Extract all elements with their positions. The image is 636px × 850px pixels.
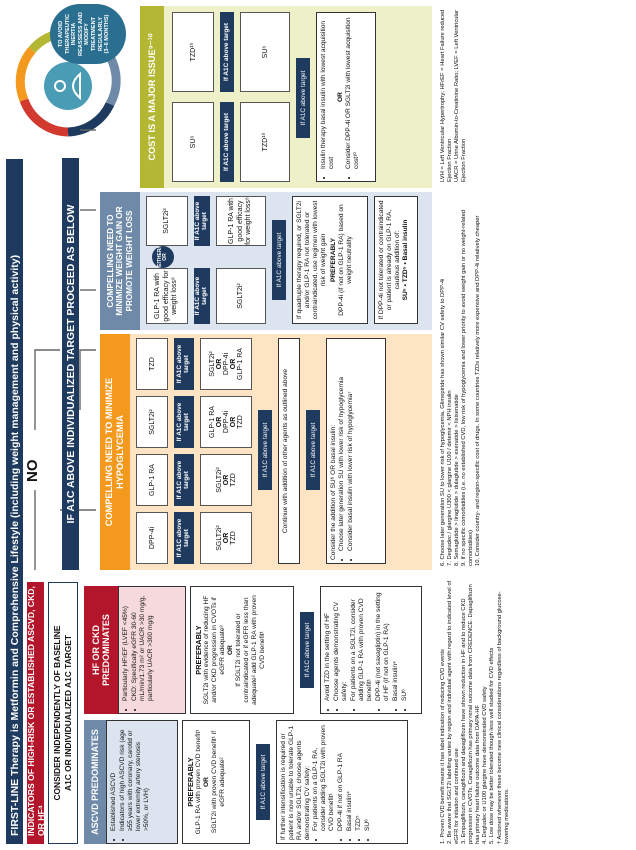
hfckd-next-item: • SU⁶ <box>401 590 409 701</box>
hypo-a1c-flag: If A1C above target <box>174 512 194 564</box>
inertia-line3: INERTIA <box>71 22 78 46</box>
hypo-header <box>100 334 130 570</box>
hypo-option: SGLT2i² <box>208 351 216 377</box>
abbreviations <box>440 6 630 182</box>
footnotes-col2 <box>440 192 630 566</box>
hypo-final-list <box>338 342 355 560</box>
hypo-a1c-flag: If A1C above target <box>174 454 194 506</box>
hypo-option: DPP-4i <box>222 410 230 434</box>
hfckd-next-item: • For patients on a SGLT2i, consider adding GLP-1 RA with proven CVD benefit¹ <box>350 590 374 701</box>
weight-header-line2: MINIMIZE WEIGHT GAIN OR <box>115 206 125 316</box>
hypo-header-line1: COMPELLING NEED TO MINIMIZE <box>104 377 115 527</box>
hfckd-next-item: • Avoid TZD in the setting of HF <box>324 590 332 701</box>
ascvd-next-list <box>312 724 372 840</box>
hfckd-header <box>84 586 118 714</box>
footnote: 7. Degludec / glargine U300 < glargine U100 / detemir < NPH insulin <box>447 390 454 566</box>
weight-final-box <box>292 196 368 324</box>
consider-box <box>48 582 78 844</box>
footnote: † Actioned whenever these become new clinical considerations regardless of background glucose-lowering medications. <box>496 591 510 844</box>
hypo-option: TZD <box>229 473 237 487</box>
no-label: NO <box>24 459 41 482</box>
first-line-text: FIRST-LINE Therapy is Metformin and Comprehensive Lifestyle (including weight management and physical activity) <box>8 254 21 836</box>
footnote: 6. Choose later generation SU to lower risk of hypoglycemia. Glimepiride has shown similar CV safety to DPP-4i <box>440 278 446 566</box>
hypo-option: GLP-1 RA <box>208 406 216 438</box>
cost-final-item: • Consider DPP-4i OR SGLT2i with lowest acquisition cost¹⁰ <box>345 16 361 169</box>
cost-header: COST IS A MAJOR ISSUE⁹⁻¹⁰ <box>140 6 164 188</box>
weight-header <box>100 192 140 330</box>
ascvd-next-item: • Basal insulin⁴ <box>346 724 354 831</box>
hypo-a1c-flag-mid: If A1C above target <box>258 410 272 490</box>
hypo-final-intro: Consider the addition of SU⁶ OR basal insulin: <box>330 424 337 560</box>
either-or-badge <box>152 246 174 268</box>
cost-drug-tzd: TZD¹⁰ <box>172 12 214 92</box>
weight-final-text: If quadruple therapy required, or SGLT2i and/or GLP-1 RA not tolerated or contraindicated, use regimen with lowest risk of weight gain <box>296 200 328 320</box>
footnotes-col1 <box>440 574 630 844</box>
ascvd-sglt2: SGLT2i with proven CVD benefit¹ if eGFR adequate² <box>211 730 227 834</box>
ascvd-next-item: • DPP-4i if not on GLP-1 RA <box>337 724 345 831</box>
hypo-a1c-flag: If A1C above target <box>174 396 194 448</box>
hfckd-criterion: • Particularly HFrEF (LVEF <45%) <box>122 590 130 701</box>
cost-drug-su: SU⁶ <box>172 102 214 182</box>
cost-step2-tzd: TZD¹⁰ <box>240 102 290 182</box>
ascvd-preferably: PREFERABLY <box>186 757 195 807</box>
hypo-or: OR <box>229 416 237 428</box>
hypo-step2-col2 <box>200 454 252 506</box>
cost-a1c-flag: If A1C above target <box>220 12 234 92</box>
hfckd-next-item: • DPP-4i (not saxagliptin) in the setting of HF (if not on GLP-1 RA) <box>375 590 391 701</box>
hfckd-header-line2: PREDOMINATES <box>101 614 111 686</box>
inertia-line4: REASSESS AND <box>77 12 84 56</box>
ascvd-criteria <box>106 720 178 844</box>
hypo-option: DPP-4i <box>222 352 230 376</box>
inertia-line5: MODIFY TREATMENT <box>84 16 97 52</box>
weight-header-line3: PROMOTE WEIGHT LOSS <box>124 210 134 312</box>
footnote: 5. Low dose may be better tolerated though less well studied for CVD effects <box>489 647 496 844</box>
hfckd-or: OR <box>227 645 235 655</box>
inertia-line1: TO AVOID <box>58 20 64 48</box>
footnote: 9. If no specific comorbidities (i.e. no established CVD, low risk of hypoglycemia and lower priority to avoid weight gain or no weight-related comorbidities) <box>461 209 475 566</box>
footnote: 10. Consider country- and region-specific cost of drugs. In some countries TZDs relatively more expensive and DPP-4i relatively cheaper <box>475 215 482 566</box>
hypo-final-item: • Choose later generation SU with lower risk of hypoglycemia <box>338 342 346 551</box>
cost-final-list <box>320 16 336 178</box>
hfckd-next-list <box>324 590 409 710</box>
hfckd-sglt2: SGLT2i with evidence of reducing HF and/or CKD progression in CVOTs if eGFR adequate³ <box>203 595 227 705</box>
hfckd-preferably-box <box>190 586 294 714</box>
hypo-a1c-flag: If A1C above target <box>174 338 194 390</box>
weight-final-drug: DPP-4i (if not on GLP-1 RA) based on weight neutrality <box>338 204 354 316</box>
cost-or: OR <box>337 92 345 102</box>
hypo-drug-tzd: TZD <box>136 338 168 390</box>
cost-final-list-2 <box>345 16 361 178</box>
ascvd-next-item: • For patients on a GLP-1 RA, consider adding SGLT2i with proven CVD benefit¹ <box>312 724 336 831</box>
inertia-line6: REGULARLY <box>97 16 104 52</box>
hypo-or: OR <box>215 416 223 428</box>
ascvd-criterion: • Indicators of high ASCVD risk (age ≥55 years with coronary, carotid or lower extremity artery stenosis >50%, or LVH) <box>119 724 151 831</box>
above-target-text: IF A1C ABOVE INDIVIDUALIZED TARGET PROCEED AS BELOW <box>64 204 77 524</box>
ascvd-or: OR <box>203 777 211 787</box>
hypo-option: TZD <box>229 531 237 545</box>
footnote: 1. Proven CVD benefit means it has label indication of reducing CVD events <box>440 649 446 844</box>
inertia-line7: (3–6 MONTHS) <box>104 14 111 54</box>
hypo-option: SGLT2i² <box>215 467 223 493</box>
ascvd-header: ASCVD PREDOMINATES <box>84 720 106 844</box>
ascvd-next-box <box>276 720 408 844</box>
hypo-a1c-flag-final: If A1C above target <box>306 410 320 490</box>
weight-drug-glp1: GLP-1 RA with good efficacy for weight loss⁸ <box>146 268 188 324</box>
ascvd-next-item: • SU⁶ <box>364 724 372 831</box>
footnote: 8. Semaglutide > liraglutide > dulaglutide > exenatide > lixisenatide <box>454 394 461 566</box>
ascvd-glp1: GLP-1 RA with proven CVD benefit¹ <box>195 729 203 835</box>
consider-line1: CONSIDER INDEPENDENTLY OF BASELINE <box>52 625 62 801</box>
abbreviation-line: LVH = Left Ventricular Hypertrophy; HFrEF = Heart Failure reduced Ejection Fraction <box>440 9 454 182</box>
hypo-final-box <box>326 338 386 564</box>
footnote: 4. Degludec or U100 glargine have demonstrated CVD safety <box>482 686 489 844</box>
weight-a1c-flag-mid: If A1C above target <box>272 220 286 300</box>
weight-a1c-flag: If A1C above target <box>194 268 210 324</box>
consider-line2: A1C OR INDIVIDUALIZED A1C TARGET <box>62 635 73 791</box>
inertia-line2: THERAPEUTIC <box>64 14 71 54</box>
hypo-drug-dpp4: DPP-4i <box>136 512 168 564</box>
above-target-bar <box>62 158 79 570</box>
hypo-step2-col4 <box>200 338 252 390</box>
abbreviation-line: UACR = Urine Albumin-to-Creatinine Ratio; LVEF = Left Ventricular Ejection Fraction <box>454 10 468 182</box>
hypo-drug-sglt2: SGLT2i² <box>136 396 168 448</box>
hypo-option: SGLT2i² <box>215 525 223 551</box>
weight-last-line1: If DPP-4i not tolerated or contraindicated or patient is already on GLP-1 RA, cautious addition of: <box>378 200 402 320</box>
hypo-or: OR <box>222 474 230 486</box>
hypo-drug-glp1: GLP-1 RA <box>136 454 168 506</box>
cost-a1c-flag: If A1C above target <box>220 102 234 182</box>
hypo-continue: Continue with addition of other agents as outlined above <box>278 338 300 564</box>
weight-drug-sglt2: SGLT2i² <box>146 196 188 246</box>
weight-step2-sglt2: SGLT2i² <box>216 268 266 324</box>
ascvd-criteria-list <box>110 724 151 840</box>
hfckd-header-line1: HF OR CKD <box>90 625 101 675</box>
hfckd-next-box <box>320 586 422 714</box>
ascvd-next-intro: If further intensification is required or patient is now unable to tolerate GLP-1 RA and/or SGLT2i, choose agents demonstrating CV safety: <box>280 726 312 840</box>
cost-final-item: • Insulin therapy basal insulin with lowest acquisition cost <box>320 16 336 169</box>
weight-a1c-flag: If A1C above target <box>194 196 210 246</box>
ascvd-next-item: • TZD⁵ <box>355 724 363 831</box>
hfckd-criteria-list <box>122 590 155 710</box>
hypo-step2-col1 <box>200 512 252 564</box>
cost-step2-su: SU⁶ <box>240 12 290 92</box>
hypo-step2-col3 <box>200 396 252 448</box>
either-text: EITHER/ <box>157 247 163 267</box>
or-text: OR <box>162 253 168 261</box>
ascvd-a1c-flag: If A1C above target <box>256 744 270 820</box>
weight-step2-glp1: GLP-1 RA with good efficacy for weight loss⁸ <box>216 196 266 246</box>
hfckd-criteria <box>118 586 186 714</box>
cost-final-box <box>316 12 376 182</box>
hfckd-criterion: • CKD: Specifically eGFR 30-60 mL/min/1.73 m² or UACR >30 mg/g, particularly UACR >300 mg/g <box>131 590 155 701</box>
hfckd-alt: If SGLT2i not tolerated or contraindicated or if eGFR less than adequate² add GLP-1 RA with proven CVD benefit¹ <box>235 595 267 705</box>
hfckd-next-item: • Basal insulin⁴ <box>392 590 400 701</box>
weight-preferably: PREFERABLY <box>330 237 338 283</box>
weight-last-box <box>374 196 418 324</box>
hypo-or: OR <box>229 358 237 370</box>
cost-a1c-flag-mid: If A1C above target <box>296 58 310 138</box>
hypo-option: GLP-1 RA <box>236 348 244 380</box>
hypo-final-item: • Consider basal insulin with lower risk of hypoglycemia⁷ <box>347 342 355 551</box>
ascvd-criterion: • Established ASCVD <box>110 724 118 831</box>
hypo-header-line2: HYPOGLYCEMIA <box>115 415 125 489</box>
hypo-or: OR <box>215 358 223 370</box>
weight-header-line1: COMPELLING NEED TO <box>105 214 115 308</box>
weight-last-line2: SU⁶ • TZD⁵ • Basal insulin <box>402 219 410 301</box>
hypo-option: TZD <box>236 415 244 429</box>
indicators-text: INDICATORS OF HIGH-RISK OR ESTABLISHED ASCVD, CKD, OR HF⁴ <box>25 586 46 836</box>
hfckd-a1c-flag: If A1C above target <box>300 612 314 688</box>
hfckd-next-item: • Choose agents demonstrating CV safety: <box>333 590 349 701</box>
hfckd-preferably: PREFERABLY <box>194 625 203 675</box>
ascvd-preferably-box <box>182 720 250 844</box>
hypo-or: OR <box>222 532 230 544</box>
footnote: 2. Be aware that SGLT2i labelling varies by region and individual agent with regard to indicated level of eGFR for initiation and continued use <box>447 580 461 844</box>
footnote: 3. Empagliflozin, canagliflozin and dapagliflozin have shown reduction in HF and to reduce CKD progression in CVOTs. Canagliflozin has primary renal outcome data from CREDENCE. Dapagliflozin has primary heart failure outcome data from DAPA-HF <box>461 584 482 844</box>
